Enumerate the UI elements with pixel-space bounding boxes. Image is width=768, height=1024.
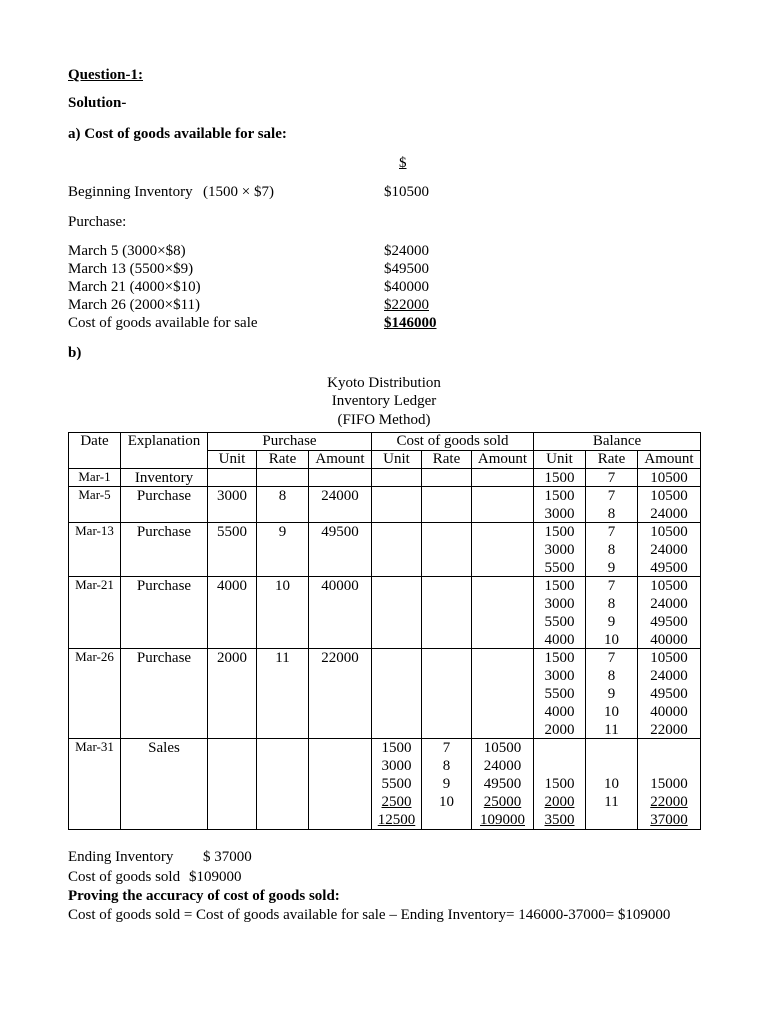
column-header-purchase: Purchase — [208, 433, 371, 450]
cell-balance-rate — [586, 469, 637, 486]
cell-balance-rate — [586, 523, 637, 576]
cell-cogs-rate — [422, 577, 471, 648]
cell-cogs-amount — [472, 649, 533, 738]
subheader-cogs-unit: Unit — [372, 451, 421, 468]
cell-value: 7 — [607, 650, 616, 666]
cell-value: 24000 — [650, 506, 688, 522]
blank-line — [586, 739, 637, 757]
cell-value: 8 — [607, 596, 616, 612]
cell-balance-unit — [534, 577, 585, 648]
cell-value: 10500 — [650, 470, 688, 486]
subheader-balance-amount: Amount — [638, 451, 700, 468]
cell-cogs-unit — [372, 577, 421, 648]
cell-purchase-unit: 4000 — [208, 577, 256, 648]
ending-inventory-amount: $ 37000 — [203, 849, 252, 865]
purchase-row-label: March 26 (2000×$11) — [68, 297, 201, 313]
cell-purchase-rate: 8 — [257, 487, 308, 522]
cell-balance-unit — [534, 523, 585, 576]
cell-value: 15000 — [650, 776, 688, 792]
part-b-heading: b) — [68, 345, 82, 361]
cell-value: 22000 — [650, 722, 688, 738]
cell-value: 10 — [604, 776, 619, 792]
cell-value: 24000 — [650, 668, 688, 684]
column-header-explanation: Explanation — [121, 433, 207, 468]
cell-value: 7 — [607, 578, 616, 594]
cell-value: 49500 — [650, 560, 688, 576]
ledger-method: (FIFO Method) — [337, 412, 431, 428]
cell-value: 7 — [607, 470, 616, 486]
beginning-inventory-amount: $10500 — [384, 184, 429, 200]
cell-value: 7 — [607, 488, 616, 504]
cell-value: 10 — [439, 794, 454, 810]
cell-value: 1500 — [381, 740, 412, 756]
cell-purchase-amount — [309, 469, 371, 486]
question-heading: Question-1: — [68, 67, 143, 83]
cell-value: 1500 — [544, 578, 575, 594]
ending-inventory-label: Ending Inventory — [68, 849, 174, 865]
cell-cogs-unit — [372, 649, 421, 738]
cell-balance-unit — [534, 649, 585, 738]
cell-value: 11 — [604, 722, 619, 738]
cell-value: 10 — [604, 632, 619, 648]
cell-value: 8 — [607, 542, 616, 558]
cell-value: 25000 — [483, 794, 522, 810]
blank-line — [638, 757, 700, 775]
cell-cogs-rate — [422, 469, 471, 486]
cell-balance-amount — [638, 577, 700, 648]
ledger-title: Inventory Ledger — [331, 393, 437, 409]
cell-value: 3000 — [544, 596, 575, 612]
cell-balance-rate — [586, 577, 637, 648]
cell-value: 8 — [442, 758, 451, 774]
cell-total-value: 109000 — [480, 812, 525, 828]
beginning-inventory-row — [68, 183, 588, 201]
cell-balance-unit — [534, 487, 585, 522]
subheader-purchase-unit: Unit — [208, 451, 256, 468]
subheader-cogs-amount: Amount — [472, 451, 533, 468]
cell-value: 10 — [604, 704, 619, 720]
cell-purchase-amount: 24000 — [309, 487, 371, 522]
cell-explanation: Purchase — [121, 487, 207, 522]
cell-value: 2000 — [544, 722, 575, 738]
cell-value: 5500 — [381, 776, 412, 792]
cell-purchase-rate — [257, 739, 308, 829]
cell-purchase-rate: 11 — [257, 649, 308, 738]
cell-date: Mar-1 — [69, 469, 120, 486]
cell-cogs-amount — [472, 739, 533, 829]
cell-balance-rate — [586, 649, 637, 738]
cell-value: 7 — [607, 524, 616, 540]
subheader-purchase-rate: Rate — [257, 451, 308, 468]
subheader-purchase-amount: Amount — [309, 451, 371, 468]
cell-value: 1500 — [544, 776, 575, 792]
cell-value: 5500 — [544, 614, 575, 630]
cell-purchase-rate: 10 — [257, 577, 308, 648]
cell-value: 10500 — [650, 524, 688, 540]
cell-purchase-unit — [208, 739, 256, 829]
cell-value: 24000 — [650, 542, 688, 558]
cell-explanation: Purchase — [121, 577, 207, 648]
column-header-date: Date — [69, 433, 120, 468]
cell-value: 8 — [607, 506, 616, 522]
cell-value: 1500 — [544, 488, 575, 504]
ledger-company-title: Kyoto Distribution — [327, 375, 441, 391]
cell-value: 2000 — [544, 794, 575, 810]
cell-purchase-unit: 5500 — [208, 523, 256, 576]
cell-explanation: Inventory — [121, 469, 207, 486]
cell-value: 24000 — [483, 758, 522, 774]
cell-date: Mar-21 — [69, 577, 120, 648]
cell-value: 9 — [607, 686, 616, 702]
cell-value: 3000 — [544, 506, 575, 522]
cell-balance-rate — [586, 487, 637, 522]
cell-cogs-unit — [372, 739, 421, 829]
cell-value: 11 — [604, 794, 619, 810]
cell-cogs-unit — [372, 523, 421, 576]
part-a-heading: a) Cost of goods available for sale: — [68, 126, 287, 142]
cell-value: 1500 — [544, 524, 575, 540]
cell-value: 3000 — [544, 542, 575, 558]
cell-purchase-unit: 2000 — [208, 649, 256, 738]
proof-equation: Cost of goods sold = Cost of goods available for sale – Ending Inventory= 146000-37000= $109000 — [68, 907, 671, 923]
cell-total-value: 3500 — [544, 812, 575, 828]
cell-purchase-amount: 40000 — [309, 577, 371, 648]
subheader-balance-rate: Rate — [586, 451, 637, 468]
purchase-label: Purchase: — [68, 214, 127, 230]
cell-explanation: Purchase — [121, 523, 207, 576]
cell-value: 10500 — [650, 650, 688, 666]
cell-value: 7 — [442, 740, 451, 756]
beginning-inventory-label: Beginning Inventory — [68, 184, 193, 200]
cell-value: 5500 — [544, 560, 575, 576]
cell-date: Mar-5 — [69, 487, 120, 522]
cell-balance-amount — [638, 739, 700, 829]
cell-cogs-unit — [372, 469, 421, 486]
blank-line — [586, 757, 637, 775]
proof-heading: Proving the accuracy of cost of goods sold: — [68, 888, 340, 904]
cell-value: 49500 — [483, 776, 522, 792]
purchase-row-label: March 5 (3000×$8) — [68, 243, 186, 259]
cell-value: 9 — [607, 614, 616, 630]
purchase-row-amount: $49500 — [384, 261, 429, 277]
cell-value: 22000 — [650, 794, 688, 810]
cell-balance-amount — [638, 523, 700, 576]
cell-total-value: 37000 — [650, 812, 688, 828]
cell-purchase-amount: 49500 — [309, 523, 371, 576]
cell-cogs-amount — [472, 577, 533, 648]
cell-explanation: Sales — [121, 739, 207, 829]
cell-value: 2500 — [381, 794, 412, 810]
purchase-row-amount: $40000 — [384, 279, 429, 295]
cost-of-goods-sold-row — [68, 868, 588, 886]
blank-line — [638, 739, 700, 757]
cell-value: 40000 — [650, 704, 688, 720]
cell-balance-rate — [586, 739, 637, 829]
cell-balance-amount — [638, 469, 700, 486]
cell-cogs-rate — [422, 523, 471, 576]
total-available-amount: $146000 — [384, 315, 437, 331]
cell-value: 1500 — [544, 470, 575, 486]
ending-inventory-row — [68, 848, 588, 866]
cell-purchase-amount: 22000 — [309, 649, 371, 738]
purchase-row-amount: $24000 — [384, 243, 429, 259]
solution-label: Solution- — [68, 95, 127, 111]
purchase-row-amount: $22000 — [384, 297, 429, 313]
cell-value: 1500 — [544, 650, 575, 666]
purchase-row — [68, 242, 588, 260]
cell-value: 49500 — [650, 686, 688, 702]
cell-value: 4000 — [544, 632, 575, 648]
cell-value: 10500 — [650, 578, 688, 594]
cell-date: Mar-31 — [69, 739, 120, 829]
purchase-row-label: March 13 (5500×$9) — [68, 261, 194, 277]
blank-line — [534, 757, 585, 775]
cell-purchase-rate: 9 — [257, 523, 308, 576]
cell-value: 5500 — [544, 686, 575, 702]
cell-value: 8 — [607, 668, 616, 684]
cell-date: Mar-26 — [69, 649, 120, 738]
cell-value: 9 — [442, 776, 451, 792]
cell-cogs-unit — [372, 487, 421, 522]
column-header-balance: Balance — [534, 433, 700, 450]
beginning-inventory-detail: (1500 × $7) — [203, 184, 274, 200]
total-available-row — [68, 314, 588, 332]
cell-cogs-rate — [422, 649, 471, 738]
cell-value: 10500 — [650, 488, 688, 504]
cost-of-goods-sold-amount: $109000 — [189, 869, 242, 885]
cell-value: 40000 — [650, 632, 688, 648]
cell-value: 3000 — [381, 758, 412, 774]
cell-purchase-amount — [309, 739, 371, 829]
purchase-row — [68, 278, 588, 296]
cell-cogs-amount — [472, 487, 533, 522]
cell-purchase-unit — [208, 469, 256, 486]
total-available-label: Cost of goods available for sale — [68, 315, 258, 331]
cell-value: 9 — [607, 560, 616, 576]
inventory-ledger-table — [68, 432, 701, 830]
cell-explanation: Purchase — [121, 649, 207, 738]
cell-date: Mar-13 — [69, 523, 120, 576]
purchase-row — [68, 296, 588, 314]
subheader-balance-unit: Unit — [534, 451, 585, 468]
cell-value: 3000 — [544, 668, 575, 684]
cell-balance-amount — [638, 649, 700, 738]
cell-cogs-rate — [422, 487, 471, 522]
cell-purchase-rate — [257, 469, 308, 486]
cell-cogs-amount — [472, 523, 533, 576]
column-header-cost-of-goods-sold: Cost of goods sold — [372, 433, 533, 450]
cell-balance-unit — [534, 739, 585, 829]
cell-value: 10500 — [483, 740, 522, 756]
cost-of-goods-sold-label: Cost of goods sold — [68, 869, 181, 885]
cell-value: 4000 — [544, 704, 575, 720]
currency-column-header: $ — [399, 155, 407, 171]
cell-value: 24000 — [650, 596, 688, 612]
cell-total-value: 12500 — [377, 812, 416, 828]
cell-cogs-rate — [422, 739, 471, 829]
cell-value: 49500 — [650, 614, 688, 630]
purchase-row-label: March 21 (4000×$10) — [68, 279, 201, 295]
subheader-cogs-rate: Rate — [422, 451, 471, 468]
cell-balance-unit — [534, 469, 585, 486]
cell-cogs-amount — [472, 469, 533, 486]
purchase-row — [68, 260, 588, 278]
cell-balance-amount — [638, 487, 700, 522]
blank-line — [534, 739, 585, 757]
cell-purchase-unit: 3000 — [208, 487, 256, 522]
